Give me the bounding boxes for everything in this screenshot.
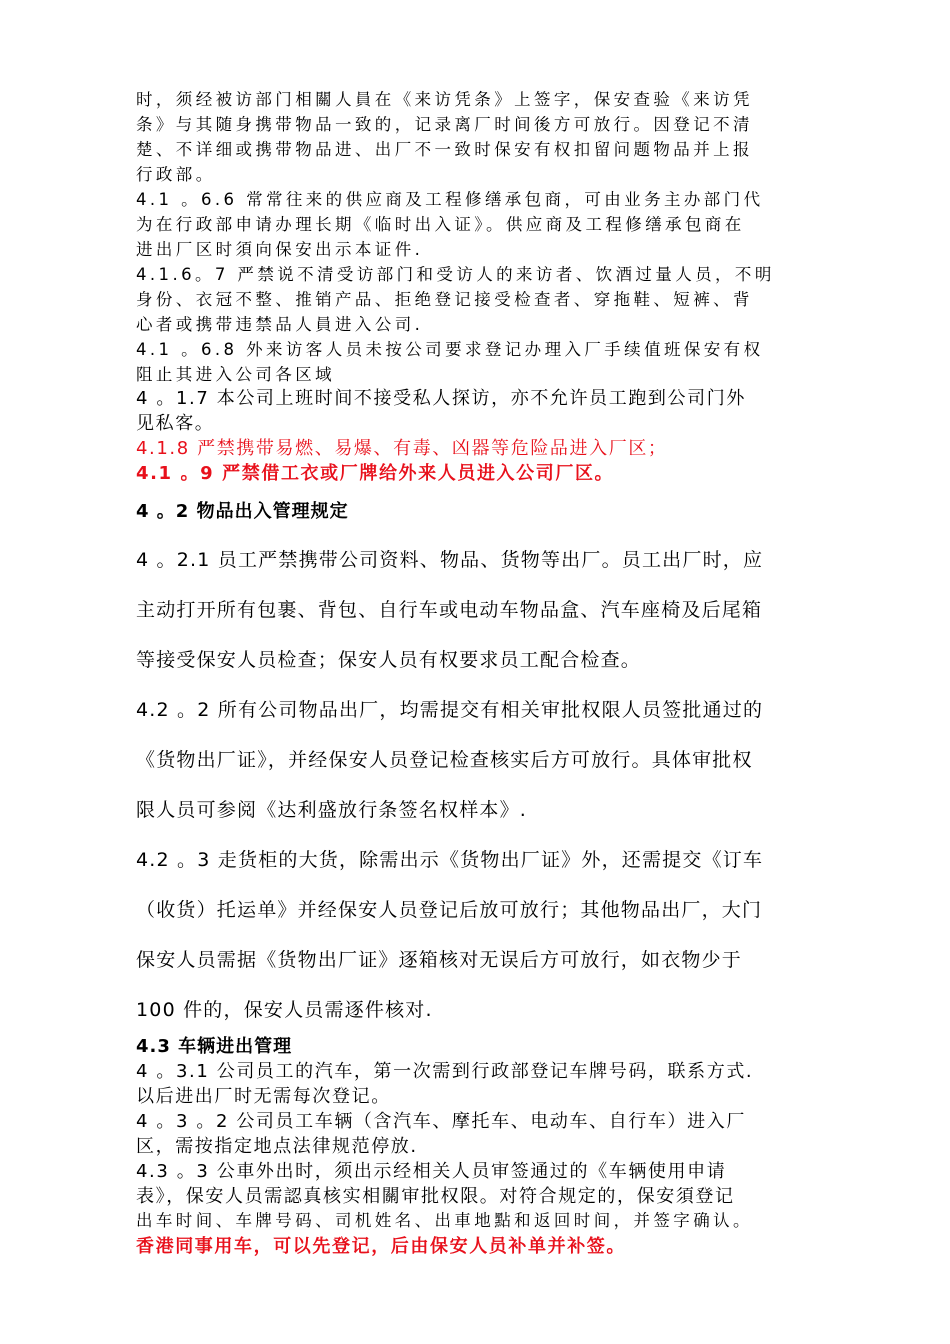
para-4-1-7-line-2: 见私客。	[136, 413, 215, 434]
para-4-1-6-6-line-1: 4.1 。6.6 常常往来的供应商及工程修缮承包商，可由业务主办部门代	[136, 190, 764, 209]
para-4-3-2-line-2: 区，需按指定地点法律规范停放.	[136, 1136, 418, 1157]
para-4-2-2-line-1: 4.2 。2 所有公司物品出厂，均需提交有相关审批权限人员签批通过的	[136, 699, 764, 721]
section-heading-4-2: 4 。2 物品出入管理规定	[136, 501, 349, 522]
para-4-1-6-6-line-2: 为在行政部申请办理长期《临时出入证》。供应商及工程修缮承包商在	[136, 215, 745, 234]
para-4-2-3-line-2: （收货）托运单》并经保安人员登记后放可放行；其他物品出厂，大门	[136, 899, 763, 921]
para-4-1-9-red: 4.1 。9 严禁借工衣或厂牌给外来人员进入公司厂区。	[136, 463, 615, 484]
para-4-2-1-line-1: 4 。2.1 员工严禁携带公司资料、物品、货物等出厂。员工出厂时，应	[136, 549, 764, 571]
para-4-2-1-line-3: 等接受保安人员检查；保安人员有权要求员工配合检查。	[136, 649, 642, 671]
para-4-3-1-line-1: 4 。3.1 公司员工的汽车，第一次需到行政部登记车牌号码，联系方式.	[136, 1061, 754, 1082]
para-4-3-2-line-1: 4 。3 。2 公司员工车辆（含汽车、摩托车、电动车、自行车）进入厂	[136, 1111, 746, 1132]
para-4-1-5-line-3: 楚、不详细或携带物品进、出厂不一致时保安有权扣留问题物品并上报	[136, 140, 753, 159]
para-4-1-7-line-1: 4 。1.7 本公司上班时间不接受私人探访，亦不允许员工跑到公司门外	[136, 388, 746, 409]
para-4-1-5-line-1: 时，须经被访部门相關人員在《来访凭条》上签字，保安查验《来访凭	[136, 90, 753, 109]
para-4-3-3-line-2: 表》，保安人员需認真核实相關审批权限。对符合规定的，保安須登记	[136, 1186, 735, 1207]
section-heading-4-3: 4.3 车辆进出管理	[136, 1036, 293, 1057]
para-4-2-3-line-4: 100 件的，保安人员需逐件核对.	[136, 999, 433, 1021]
para-4-2-2-line-3: 限人员可参阅《达利盛放行条签名权样本》.	[136, 799, 528, 821]
para-4-1-5-line-2: 条》与其随身携带物品一致的，记录离厂时间後方可放行。因登记不清	[136, 115, 753, 134]
para-4-1-6-7-line-2: 身份、衣冠不整、推销产品、拒绝登记接受检查者、穿拖鞋、短裤、背	[136, 290, 753, 309]
para-4-3-1-line-2: 以后进出厂时无需每次登记。	[136, 1086, 391, 1107]
para-4-3-3-line-1: 4.3 。3 公車外出时，须出示经相关人员审签通过的《车辆使用申请	[136, 1161, 727, 1182]
para-4-2-2-line-2: 《货物出厂证》，并经保安人员登记检查核实后方可放行。具体审批权	[136, 749, 753, 771]
para-4-1-6-6-line-3: 进出厂区时須向保安出示本证件.	[136, 240, 424, 259]
para-4-1-6-8-line-2: 阻止其进入公司各区域	[136, 365, 335, 384]
para-4-1-6-8-line-1: 4.1 。6.8 外来访客人员未按公司要求登记办理入厂手续值班保安有权	[136, 340, 764, 359]
para-4-2-3-line-1: 4.2 。3 走货柜的大货，除需出示《货物出厂证》外，还需提交《订车	[136, 849, 764, 871]
para-4-3-3-red: 香港同事用车，可以先登记，后由保安人员补单并补签。	[136, 1236, 626, 1257]
para-4-1-5-line-4: 行政部。	[136, 165, 216, 184]
para-4-1-8-red: 4.1.8 严禁携带易燃、易爆、有毒、凶器等危险品进入厂区；	[136, 438, 668, 459]
para-4-1-6-7-line-3: 心者或携带违禁品人員进入公司.	[136, 315, 424, 334]
para-4-3-3-line-3: 出车时间、车牌号码、司机姓名、出車地點和返回时间，并签字确认。	[136, 1211, 753, 1230]
para-4-2-1-line-2: 主动打开所有包裹、背包、自行车或电动车物品盒、汽车座椅及后尾箱	[136, 599, 763, 621]
para-4-1-6-7-line-1: 4.1.6。7 严禁说不清受访部门和受访人的来访者、饮酒过量人员，不明	[136, 265, 775, 284]
para-4-2-3-line-3: 保安人员需据《货物出厂证》逐箱核对无误后方可放行，如衣物少于	[136, 949, 743, 971]
